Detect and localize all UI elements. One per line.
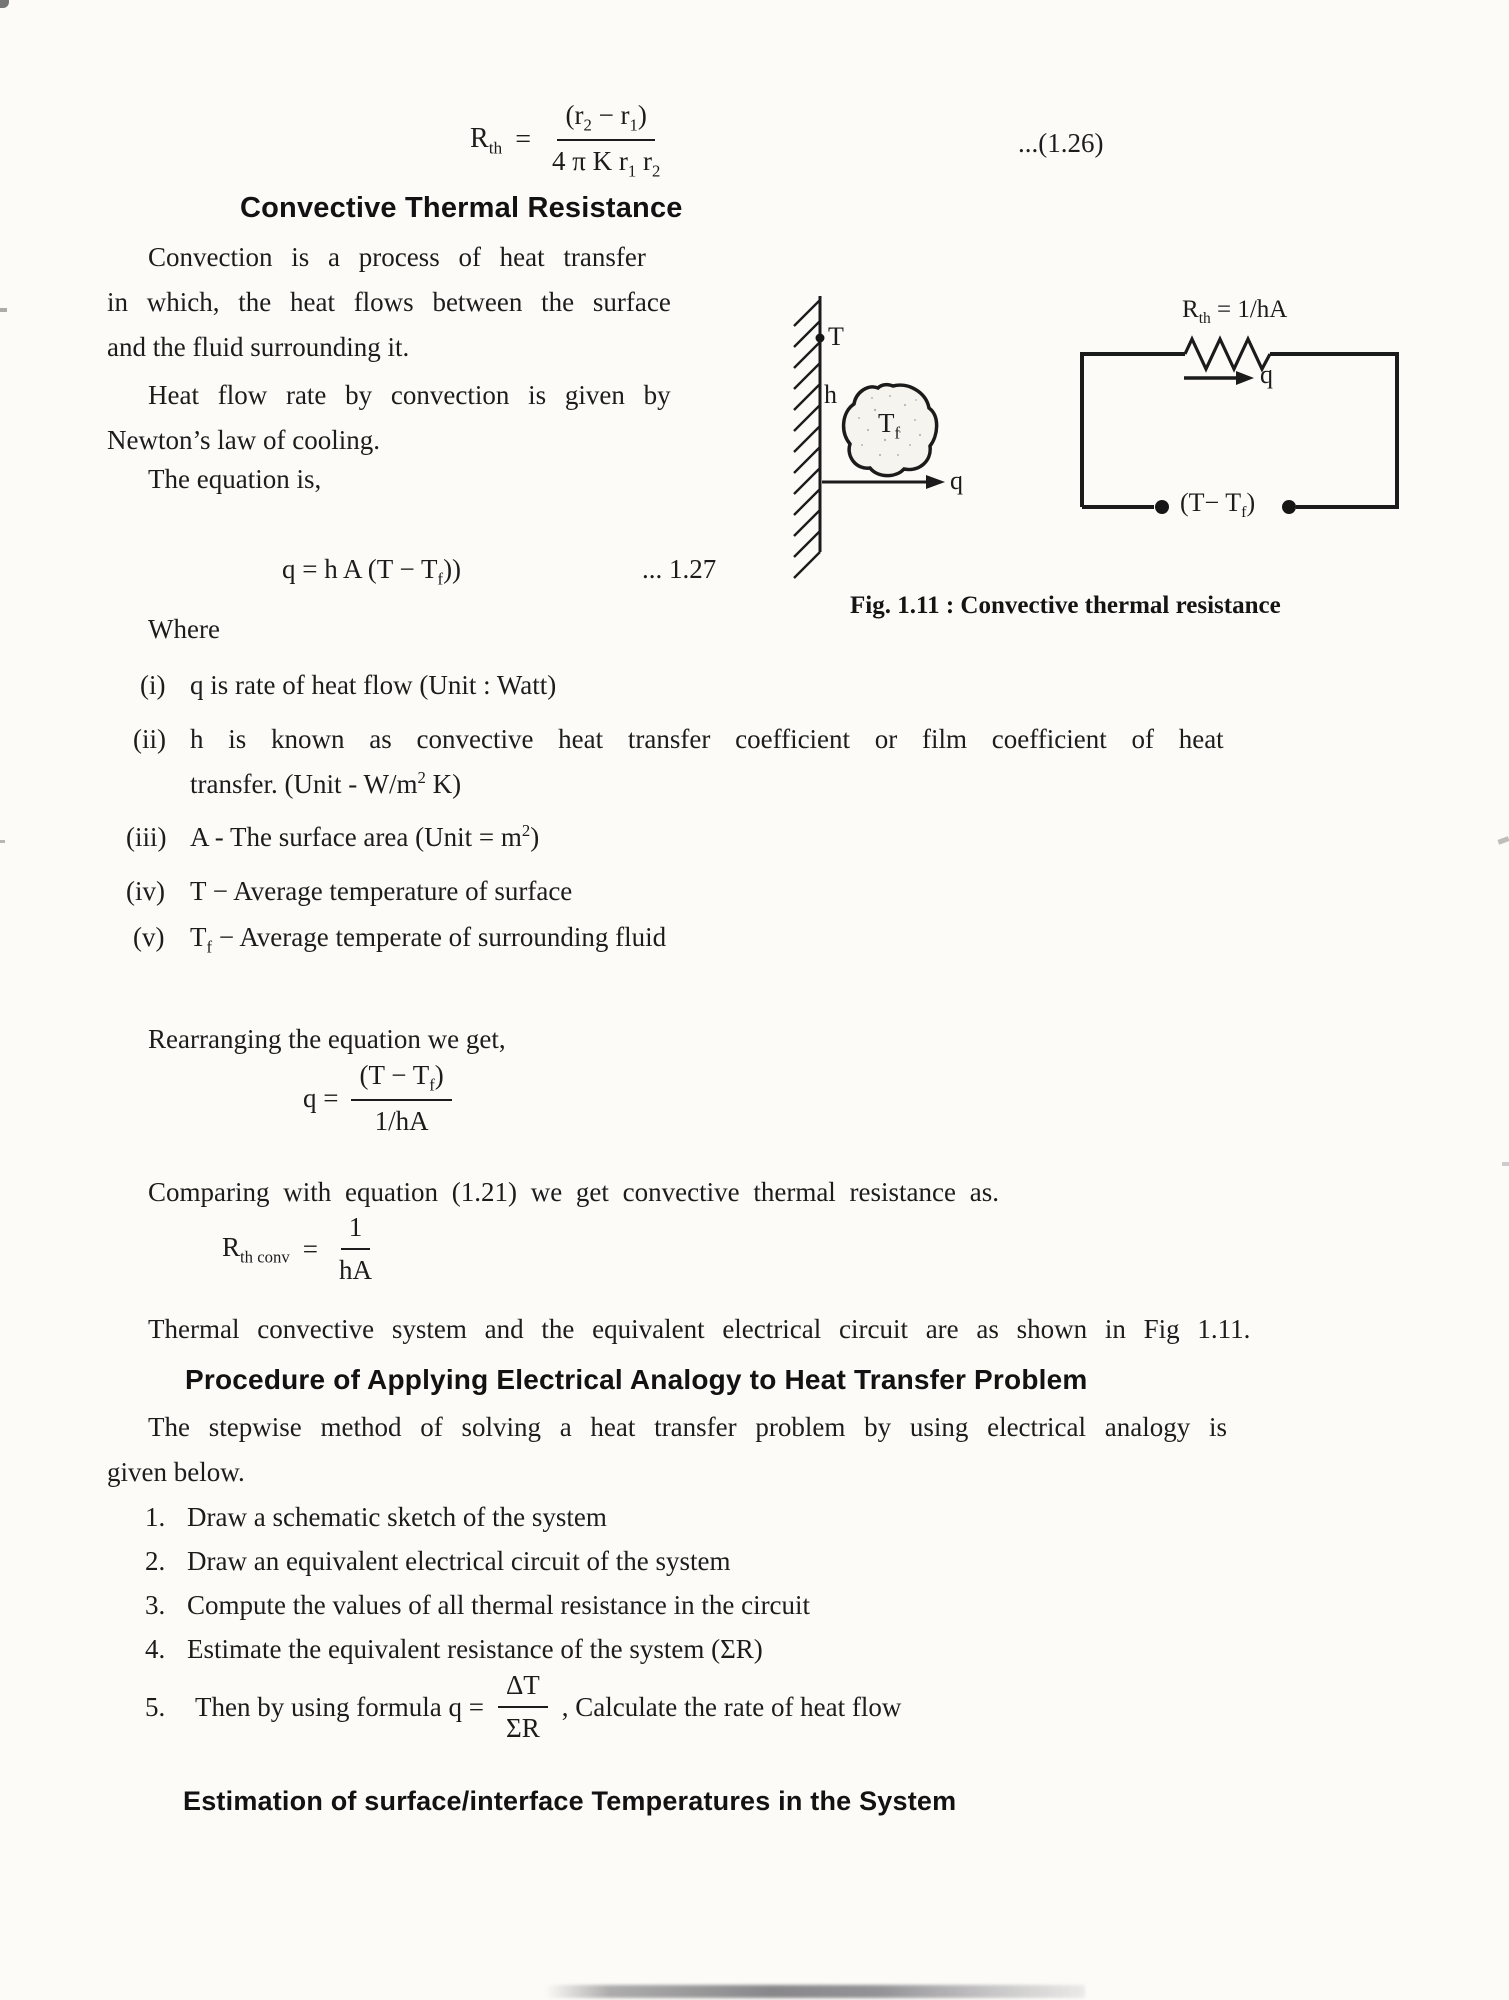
terminal-dot-left bbox=[1155, 500, 1169, 514]
step-number: 5. bbox=[145, 1691, 166, 1722]
step-item: 2. Draw an equivalent electrical circuit of the system bbox=[145, 1544, 731, 1579]
procedure-heading: Procedure of Applying Electrical Analogy to Heat Transfer Problem bbox=[185, 1364, 1088, 1395]
scan-artifact-bottom-text bbox=[545, 1985, 1085, 1998]
step-number: 4. bbox=[145, 1634, 166, 1664]
formula-fraction bbox=[498, 1668, 548, 1746]
figure-caption: Fig. 1.11 : Convective thermal resistance bbox=[850, 592, 1281, 619]
scan-artifact bbox=[0, 840, 5, 843]
list-item: A - The surface area (Unit = $m^2$) bbox=[190, 821, 540, 852]
rearranged-equation bbox=[303, 1058, 452, 1139]
potential-difference-label: $(T- T_f)$ bbox=[1180, 488, 1256, 522]
rth-conv-equation bbox=[222, 1210, 380, 1288]
step-item: 3. Compute the values of all thermal resistance in the circuit bbox=[145, 1588, 810, 1623]
equals-sign: = bbox=[515, 123, 531, 155]
list-item-number: (v) bbox=[133, 922, 165, 952]
list-item-continuation: transfer. (Unit - $W/m^2$ K) bbox=[190, 768, 462, 799]
terminal-dot-right bbox=[1282, 500, 1296, 514]
para-line: in which, the heat flows between the surface bbox=[107, 287, 671, 317]
resistor-symbol bbox=[1185, 339, 1270, 369]
equation-fraction bbox=[351, 1058, 451, 1139]
where-label: Where bbox=[148, 614, 220, 644]
equation-lhs: $R_{th conv}$ bbox=[222, 1232, 290, 1267]
resistance-value-label: $R_{th} = 1/hA$ bbox=[1182, 296, 1288, 327]
equation-1-26-fraction bbox=[544, 98, 668, 182]
fraction-denominator: hA bbox=[338, 1255, 372, 1286]
step-item: 1. Draw a schematic sketch of the system bbox=[145, 1500, 607, 1535]
equation-lhs: q = bbox=[303, 1083, 339, 1114]
equals-sign: = bbox=[302, 1233, 318, 1264]
list-item-number: (ii) bbox=[133, 724, 166, 754]
equation-1-27-number: ... 1.27 bbox=[642, 554, 717, 584]
step-number: 3. bbox=[145, 1590, 166, 1620]
fraction-numerator: $(T - T_f)$ bbox=[351, 1058, 451, 1101]
para-line: Convection is a process of heat transfer bbox=[148, 242, 646, 272]
scan-artifact bbox=[0, 0, 9, 8]
list-item: q is rate of heat flow (Unit : Watt) bbox=[190, 670, 557, 700]
para-line: given below. bbox=[107, 1457, 245, 1487]
heat-flow-arrow-head bbox=[926, 475, 945, 489]
wall-hatching bbox=[794, 300, 820, 578]
scan-artifact bbox=[0, 308, 7, 312]
equation-1-26-lhs: $R_{th}$ bbox=[470, 122, 503, 158]
list-item-number: (i) bbox=[140, 670, 166, 700]
comparing-line: Comparing with equation (1.21) we get convective thermal resistance as. bbox=[148, 1177, 999, 1207]
rearrange-intro: Rearranging the equation we get, bbox=[148, 1024, 506, 1054]
step-number: 1. bbox=[145, 1502, 166, 1532]
equation-1-26-number: ...(1.26) bbox=[1018, 128, 1104, 158]
fraction-denominator: 1/hA bbox=[374, 1106, 429, 1137]
para-line: Newton’s law of cooling. bbox=[107, 425, 380, 455]
list-item-number: (iv) bbox=[126, 876, 165, 906]
figure-1-11 bbox=[780, 240, 1440, 640]
fraction-numerator: ΔT bbox=[498, 1668, 548, 1708]
circuit-current-label: q bbox=[1260, 360, 1273, 389]
fraction-numerator: 1 bbox=[341, 1210, 371, 1250]
para-line: The equation is, bbox=[148, 464, 322, 494]
step-text-pre: Then by using formula q = bbox=[195, 1691, 484, 1722]
circuit-wires bbox=[1082, 339, 1397, 507]
equation-fraction bbox=[331, 1210, 380, 1288]
estimation-heading: Estimation of surface/interface Temperatures in the System bbox=[183, 1786, 957, 1816]
list-item: $T_f$ − Average temperate of surrounding fluid bbox=[190, 922, 667, 957]
step-item: 4. Estimate the equivalent resistance of the system (ΣR) bbox=[145, 1632, 763, 1667]
para-line: and the fluid surrounding it. bbox=[107, 332, 410, 362]
fluid-temp-label: $T_f$ bbox=[878, 408, 901, 443]
surface-point-dot bbox=[816, 334, 825, 343]
fraction-numerator: $(r_2 - r_1)$ bbox=[557, 98, 654, 141]
current-arrow-head bbox=[1236, 371, 1254, 385]
film-coefficient-label: h bbox=[824, 380, 837, 409]
step-text-post: , Calculate the rate of heat flow bbox=[561, 1691, 902, 1722]
fraction-denominator: ΣR bbox=[506, 1713, 540, 1744]
scan-artifact bbox=[1497, 836, 1509, 844]
scan-artifact bbox=[1502, 1162, 1509, 1166]
para-line: The stepwise method of solving a heat transfer problem by using electrical analogy is bbox=[148, 1412, 1227, 1442]
list-item: T − Average temperature of surface bbox=[190, 876, 573, 906]
step-item-with-formula bbox=[145, 1668, 901, 1746]
convective-heading: Convective Thermal Resistance bbox=[240, 192, 683, 224]
para-line: Heat flow rate by convection is given by bbox=[148, 380, 671, 410]
closing-line: Thermal convective system and the equivalent electrical circuit are as shown in Fig 1.11. bbox=[148, 1314, 1251, 1344]
equation-1-26 bbox=[470, 98, 668, 182]
heat-flow-label: q bbox=[950, 466, 963, 495]
list-item: h is known as convective heat transfer coefficient or film coefficient of heat bbox=[190, 724, 1224, 754]
list-item-number: (iii) bbox=[126, 822, 167, 852]
fraction-denominator: 4 π K $r_1$ $r_2$ bbox=[552, 146, 661, 181]
equation-1-27: q = h A $(T - T_f)$) bbox=[282, 554, 462, 589]
surface-temp-label: T bbox=[828, 322, 844, 351]
step-number: 2. bbox=[145, 1546, 166, 1576]
